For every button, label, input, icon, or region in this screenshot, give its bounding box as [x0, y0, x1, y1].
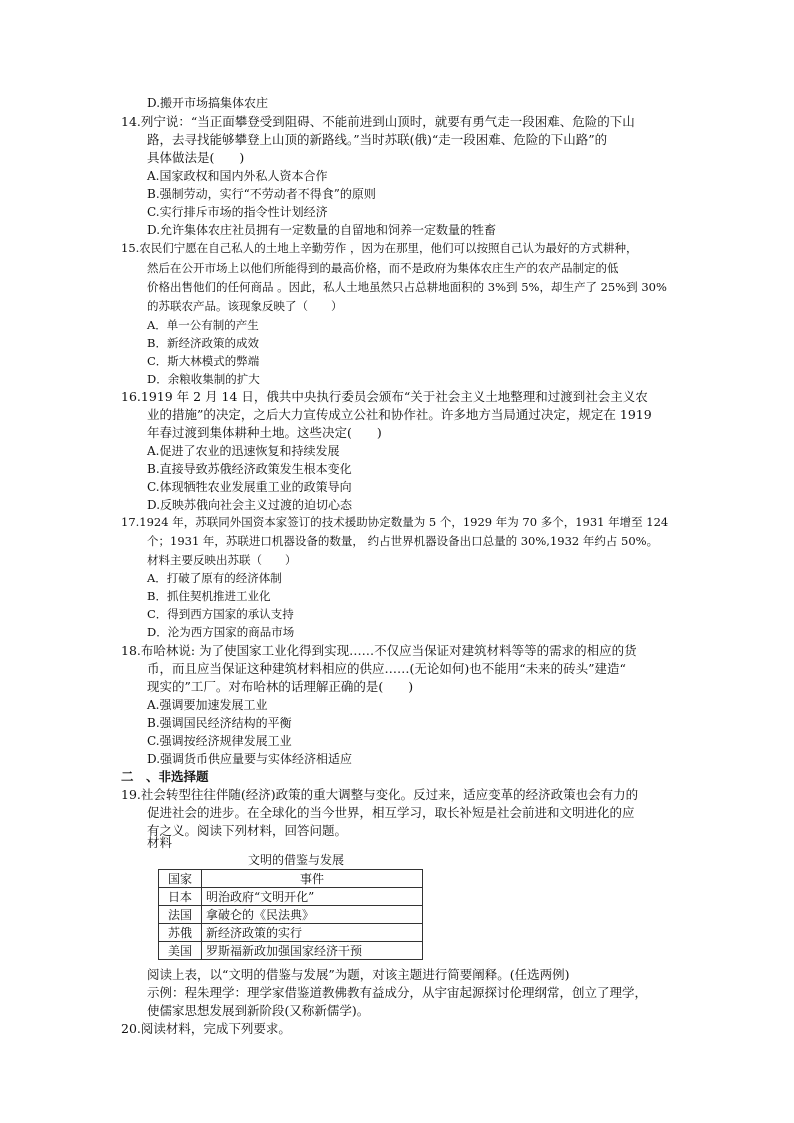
q20-stem: 20.阅读材料，完成下列要求。 — [121, 1021, 291, 1036]
table-cell-event: 明治政府“文明开化” — [202, 888, 423, 906]
q17-option-b: B．抓住契机推进工业化 — [147, 589, 271, 603]
q16-stem-line-2: 业的措施”的决定，之后大力宣传成立公社和协作社。许多地方当局通过决定，规定在 1919 — [147, 407, 652, 422]
table-cell-country: 美国 — [159, 942, 202, 960]
table-row — [159, 924, 423, 942]
table-cell-event: 罗斯福新政加强国家经济干预 — [202, 942, 423, 960]
table-row — [159, 942, 423, 960]
q19-instruction: 阅读上表，以“文明的借鉴与发展”为题，对该主题进行简要阐释。(任选两例) — [147, 967, 570, 982]
table-cell-country: 苏俄 — [159, 924, 202, 942]
table-caption: 文明的借鉴与发展 — [248, 853, 345, 867]
q13-option-d: D.搬开市场搞集体农庄 — [147, 96, 269, 110]
q14-option-c: C.实行排斥市场的指令性计划经济 — [147, 205, 328, 219]
table-header-country: 国家 — [159, 870, 202, 888]
q15-stem-line-4: 的苏联农产品。该现象反映了（ ） — [147, 299, 343, 313]
q15-stem-line-2: 然后在公开市场上以他们所能得到的最高价格，而不是政府为集体农庄生产的农产品制定的低 — [147, 261, 619, 275]
q18-stem-line-1: 18.布哈林说: 为了使国家工业化得到实现……不仅应当保证对建筑材料等等的需求的相应的货 — [121, 643, 637, 658]
q16-stem-line-3: 年春过渡到集体耕种土地。这些决定( ) — [147, 425, 382, 440]
q16-option-b: B.直接导致苏俄经济政策发生根本变化 — [147, 462, 352, 476]
q15-stem-line-3: 价格出售他们的任何商品 。因此，私人土地虽然只占总耕地面积的 3%到 5%，却生产了 25%到 30% — [147, 280, 667, 294]
q18-option-d: D.强调货币供应量要与实体经济相适应 — [147, 752, 353, 766]
q17-option-c: C．得到西方国家的承认支持 — [147, 607, 294, 621]
q14-option-b: B.强制劳动，实行“不劳动者不得食”的原则 — [147, 187, 376, 201]
table-cell-event: 拿破仑的《民法典》 — [202, 906, 423, 924]
q16-option-a: A.促进了农业的迅速恢复和持续发展 — [147, 444, 340, 458]
q18-option-a: A.强调要加速发展工业 — [147, 698, 268, 712]
q15-option-b: B．新经济政策的成效 — [147, 336, 259, 350]
q18-stem-line-2: 币，而且应当保证这种建筑材料相应的供应……(无论如何)也不能用“未来的砖头”建造“ — [147, 661, 626, 676]
q14-stem-line-1: 14.列宁说：“当正面攀登受到阻碍、不能前进到山顶时，就要有勇气走一段困难、危险的下山 — [121, 114, 635, 129]
q19-material-label: 材料 — [147, 835, 173, 850]
q15-option-c: C．斯大林模式的弊端 — [147, 354, 260, 368]
table-header-event: 事件 — [202, 870, 423, 888]
q15-option-d: D．余粮收集制的扩大 — [147, 372, 260, 386]
q17-stem-line-3: 材料主要反映出苏联（ ） — [147, 553, 297, 567]
table-cell-event: 新经济政策的实行 — [202, 924, 423, 942]
table-header-row — [159, 870, 423, 888]
table-row — [159, 888, 423, 906]
section-heading-non-choice: 二 、非选择题 — [121, 769, 209, 784]
q19-stem-line-1: 19.社会转型往往伴随(经济)政策的重大调整与变化。反过来，适应变革的经济政策也会有力的 — [121, 787, 639, 802]
q18-option-c: C.强调按经济规律发展工业 — [147, 734, 292, 748]
q17-stem-line-1: 17.1924 年，苏联同外国资本家签订的技术援助协定数量为 5 个，1929 年为 70 多个，1931 年增至 124 — [121, 515, 669, 529]
table-row — [159, 906, 423, 924]
q14-stem-line-3: 具体做法是( ) — [147, 150, 245, 165]
q19-example-line-2: 使儒家思想发展到新阶段(又称新儒学)。 — [147, 1003, 370, 1018]
q19-example-line-1: 示例：程朱理学：理学家借鉴道教佛教有益成分，从宇宙起源探讨伦理纲常，创立了理学， — [147, 985, 648, 1000]
q15-stem-line-1: 15.农民们宁愿在自己私人的土地上辛勤劳作 ，因为在那里，他们可以按照自己认为最好的方式耕种， — [121, 241, 638, 255]
q16-option-d: D.反映苏俄向社会主义过渡的迫切心态 — [147, 498, 353, 512]
table-cell-country: 法国 — [159, 906, 202, 924]
q16-stem-line-1: 16.1919 年 2 月 14 日，俄共中央执行委员会颁布“关于社会主义土地整理和过渡到社会主义农 — [121, 389, 648, 404]
q18-option-b: B.强调国民经济结构的平衡 — [147, 716, 292, 730]
q14-stem-line-2: 路，去寻找能够攀登上山顶的新路线。”当时苏联(俄)“走一段困难、危险的下山路”的 — [147, 132, 608, 147]
q19-stem-line-3: 有之义。阅读下列材料，回答问题。 — [147, 823, 348, 838]
civilization-table — [158, 869, 423, 960]
q15-option-a: A．单一公有制的产生 — [147, 318, 259, 332]
q18-stem-line-3: 现实的”工厂。对布哈林的话理解正确的是( ) — [147, 679, 414, 694]
q14-option-d: D.允许集体农庄社员拥有一定数量的自留地和饲养一定数量的牲畜 — [147, 223, 497, 237]
table-cell-country: 日本 — [159, 888, 202, 906]
q17-option-a: A．打破了原有的经济体制 — [147, 571, 282, 585]
q17-option-d: D．沦为西方国家的商品市场 — [147, 625, 295, 639]
q17-stem-line-2: 个；1931 年，苏联进口机器设备的数量， 约占世界机器设备出口总量的 30%,1932 年约占 50%。 — [147, 534, 659, 548]
q19-stem-line-2: 促进社会的进步。在全球化的当今世界，相互学习，取长补短是社会前进和文明进化的应 — [147, 805, 635, 820]
q16-option-c: C.体现牺牲农业发展重工业的政策导向 — [147, 480, 352, 494]
q14-option-a: A.国家政权和国内外私人资本合作 — [147, 169, 328, 183]
